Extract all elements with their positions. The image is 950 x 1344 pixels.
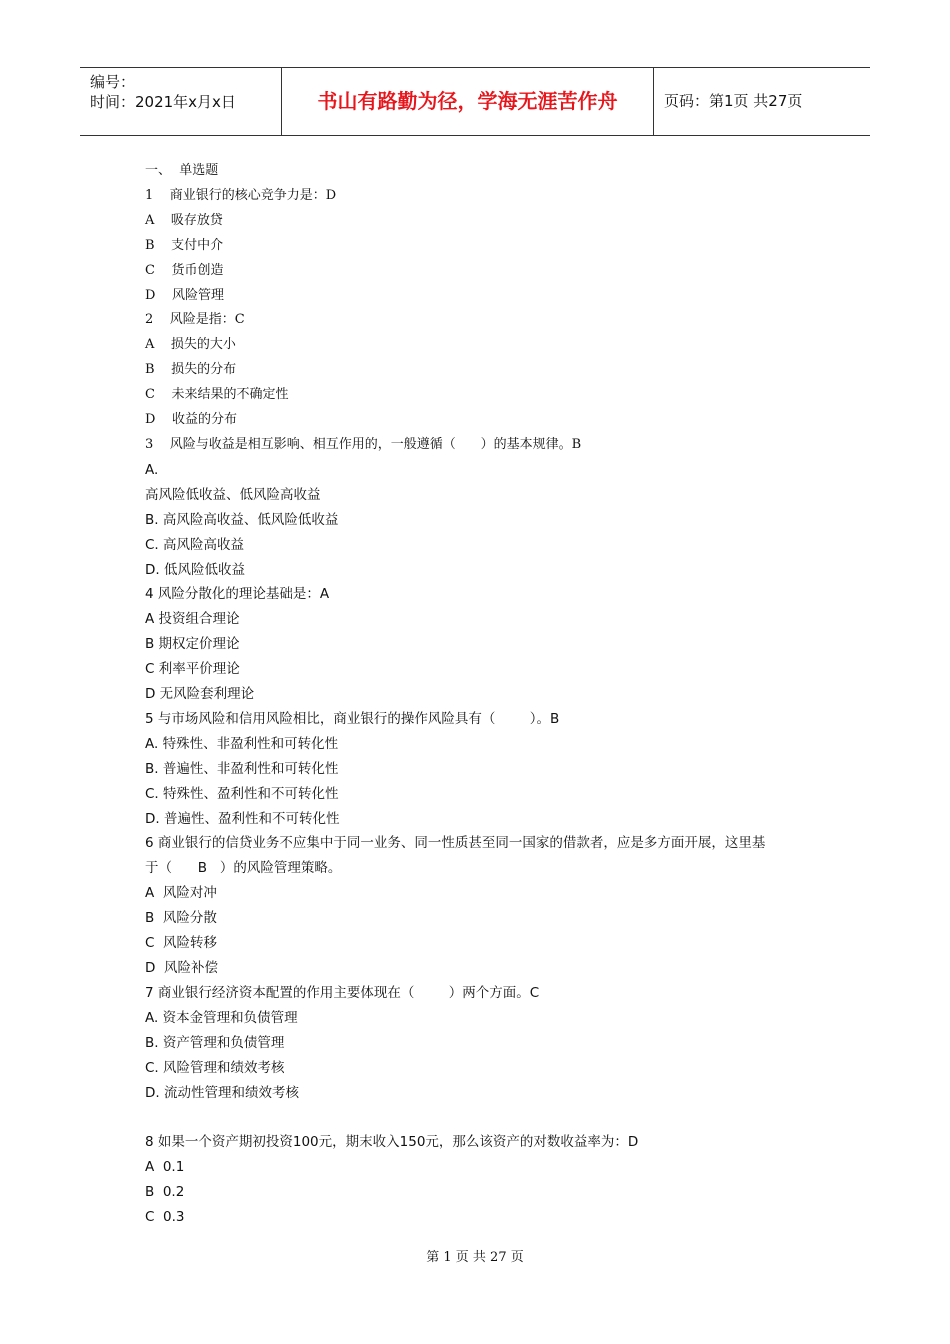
text-line: B 支付中介 <box>145 237 224 253</box>
text-line: D. 普遍性、盈利性和不可转化性 <box>145 810 340 827</box>
text-line: B. 资产管理和负债管理 <box>145 1034 285 1051</box>
text-line: D. 流动性管理和绩效考核 <box>145 1084 299 1101</box>
text-line: B 0.2 <box>145 1184 185 1201</box>
document-number-label: 编号： <box>90 73 136 91</box>
document-body <box>145 159 825 1230</box>
header-motto: 书山有路勤为径，学海无涯苦作舟 <box>281 68 654 135</box>
text-line: C 货币创造 <box>145 262 224 278</box>
header-page-info: 页码：第1页 共27页 <box>664 92 803 110</box>
text-line: A. 特殊性、非盈利性和可转化性 <box>145 735 339 752</box>
page-header <box>80 67 870 136</box>
text-line: D 无风险套利理论 <box>145 686 255 703</box>
text-line: 于（ B ）的风险管理策略。 <box>145 860 342 877</box>
text-line: B 风险分散 <box>145 910 217 927</box>
text-line: 高风险低收益、低风险高收益 <box>145 486 321 503</box>
text-line: D. 低风险低收益 <box>145 561 245 578</box>
text-line: C 利率平价理论 <box>145 661 240 678</box>
text-line: A 0.1 <box>145 1159 185 1176</box>
text-line: B. 普遍性、非盈利性和可转化性 <box>145 760 339 777</box>
text-line: 1 商业银行的核心竞争力是：D <box>145 187 337 203</box>
text-line: 3 风险与收益是相互影响、相互作用的，一般遵循（ ）的基本规律。B <box>145 436 582 452</box>
text-line: C 0.3 <box>145 1209 185 1226</box>
document-time-label: 时间：2021年x月x日 <box>90 93 236 111</box>
text-line: A 投资组合理论 <box>145 611 240 628</box>
header-meta <box>80 68 281 135</box>
text-line: D 收益的分布 <box>145 412 237 428</box>
text-line: C. 高风险高收益 <box>145 536 245 553</box>
text-line: C. 特殊性、盈利性和不可转化性 <box>145 785 339 802</box>
text-line: B. 高风险高收益、低风险低收益 <box>145 511 339 528</box>
text-line: D 风险管理 <box>145 287 224 303</box>
text-line: A 损失的大小 <box>145 337 236 353</box>
text-line: C. 风险管理和绩效考核 <box>145 1059 285 1076</box>
text-line: B 期权定价理论 <box>145 636 240 653</box>
text-line: A 吸存放贷 <box>145 212 223 228</box>
text-line: A 风险对冲 <box>145 885 217 902</box>
blank-line <box>145 1105 825 1130</box>
text-line: 2 风险是指：C <box>145 312 245 328</box>
text-line: D 风险补偿 <box>145 960 218 976</box>
text-line: 4 风险分散化的理论基础是：A <box>145 586 330 603</box>
page-footer: 第 1 页 共 27 页 <box>426 1250 524 1265</box>
text-line: B 损失的分布 <box>145 362 237 378</box>
text-line: 6 商业银行的信贷业务不应集中于同一业务、同一性质甚至同一国家的借款者，应是多方面开展，这里基 <box>145 835 766 852</box>
text-line: 一、 单选题 <box>145 163 219 178</box>
text-line: C 未来结果的不确定性 <box>145 387 289 403</box>
text-line: 8 如果一个资产期初投资100元，期末收入150元，那么该资产的对数收益率为：D <box>145 1134 639 1151</box>
text-line: A. 资本金管理和负债管理 <box>145 1009 298 1026</box>
text-line: 5 与市场风险和信用风险相比，商业银行的操作风险具有（ ）。B <box>145 710 560 727</box>
text-line: 7 商业银行经济资本配置的作用主要体现在（ ）两个方面。C <box>145 984 540 1001</box>
text-line: A. <box>145 461 159 478</box>
text-line: C 风险转移 <box>145 935 218 952</box>
